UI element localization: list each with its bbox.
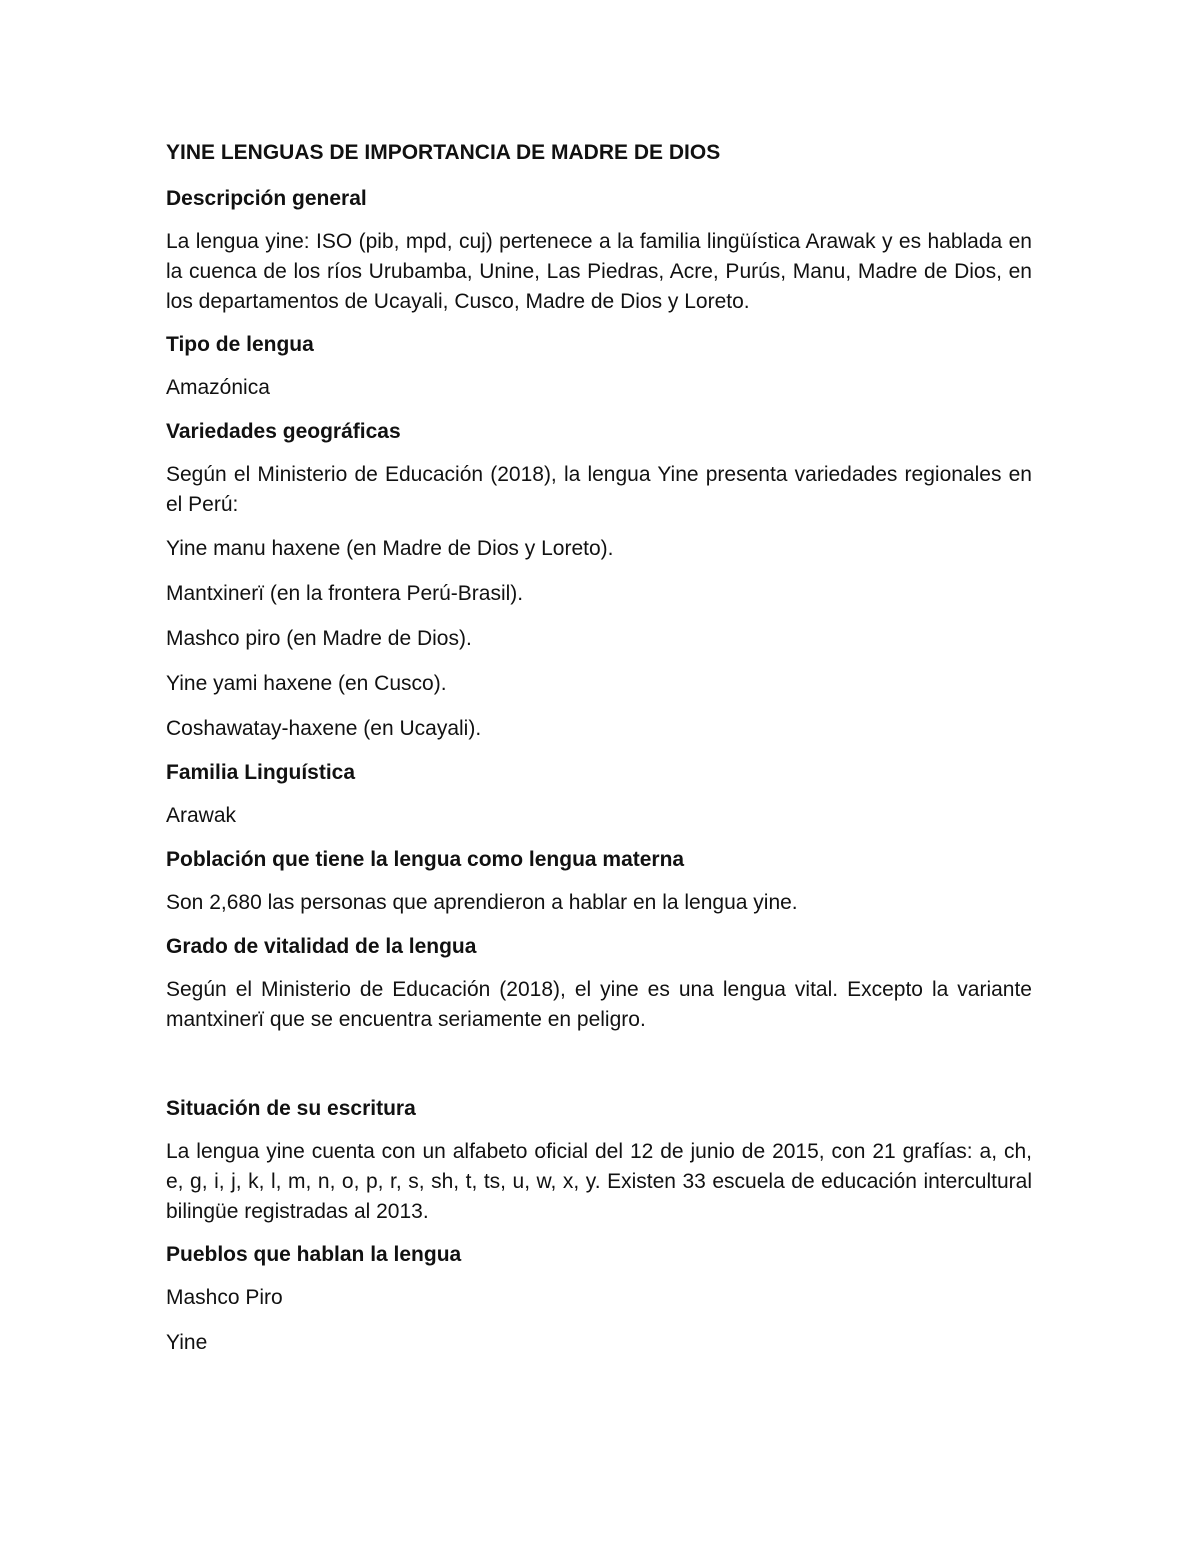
- heading-variedades: Variedades geográficas: [166, 420, 401, 443]
- heading-pueblos: Pueblos que hablan la lengua: [166, 1243, 462, 1266]
- pueblo-item: Mashco Piro: [166, 1286, 283, 1309]
- variedad-item: Mantxinerï (en la frontera Perú-Brasil).: [166, 582, 524, 605]
- pueblo-item: Yine: [166, 1331, 208, 1354]
- paragraph-variedades: Según el Ministerio de Educación (2018), la lengua Yine presenta variedades regionales en el Perú:: [166, 463, 1032, 516]
- paragraph-descripcion: La lengua yine: ISO (pib, mpd, cuj) pertenece a la familia lingüística Arawak y es hablada en la cuenca de los ríos Urubamba, Unine, Las Piedras, Acre, Purús, Manu, Madre de Dios, en los departamentos de Ucayali, Cusco, Madre de Dios y Loreto.: [166, 230, 1032, 313]
- variedad-item: Yine manu haxene (en Madre de Dios y Loreto).: [166, 537, 614, 560]
- text-poblacion: Son 2,680 las personas que aprendieron a hablar en la lengua yine.: [166, 891, 798, 914]
- heading-familia: Familia Linguística: [166, 761, 356, 784]
- heading-escritura: Situación de su escritura: [166, 1097, 416, 1120]
- document-title: YINE LENGUAS DE IMPORTANCIA DE MADRE DE DIOS: [166, 141, 721, 164]
- heading-descripcion: Descripción general: [166, 187, 367, 210]
- variedad-item: Mashco piro (en Madre de Dios).: [166, 627, 472, 650]
- paragraph-vitalidad: Según el Ministerio de Educación (2018), el yine es una lengua vital. Excepto la variante mantxinerï que se encuentra seriamente en peligro.: [166, 978, 1032, 1031]
- text-tipo: Amazónica: [166, 376, 270, 399]
- document-body: [166, 139, 1032, 1373]
- paragraph-escritura: La lengua yine cuenta con un alfabeto oficial del 12 de junio de 2015, con 21 grafías: a, ch, e, g, i, j, k, l, m, n, o, p, r, s, sh, t, ts, u, w, x, y. Existen 33 escuela de educación intercultural bilingüe registradas al 2013.: [166, 1140, 1032, 1223]
- text-familia: Arawak: [166, 804, 237, 827]
- heading-vitalidad: Grado de vitalidad de la lengua: [166, 935, 477, 958]
- variedad-item: Yine yami haxene (en Cusco).: [166, 672, 447, 695]
- heading-tipo: Tipo de lengua: [166, 333, 314, 356]
- heading-poblacion: Población que tiene la lengua como lengua materna: [166, 848, 685, 871]
- blank-line: [166, 1049, 1032, 1095]
- variedad-item: Coshawatay-haxene (en Ucayali).: [166, 717, 482, 740]
